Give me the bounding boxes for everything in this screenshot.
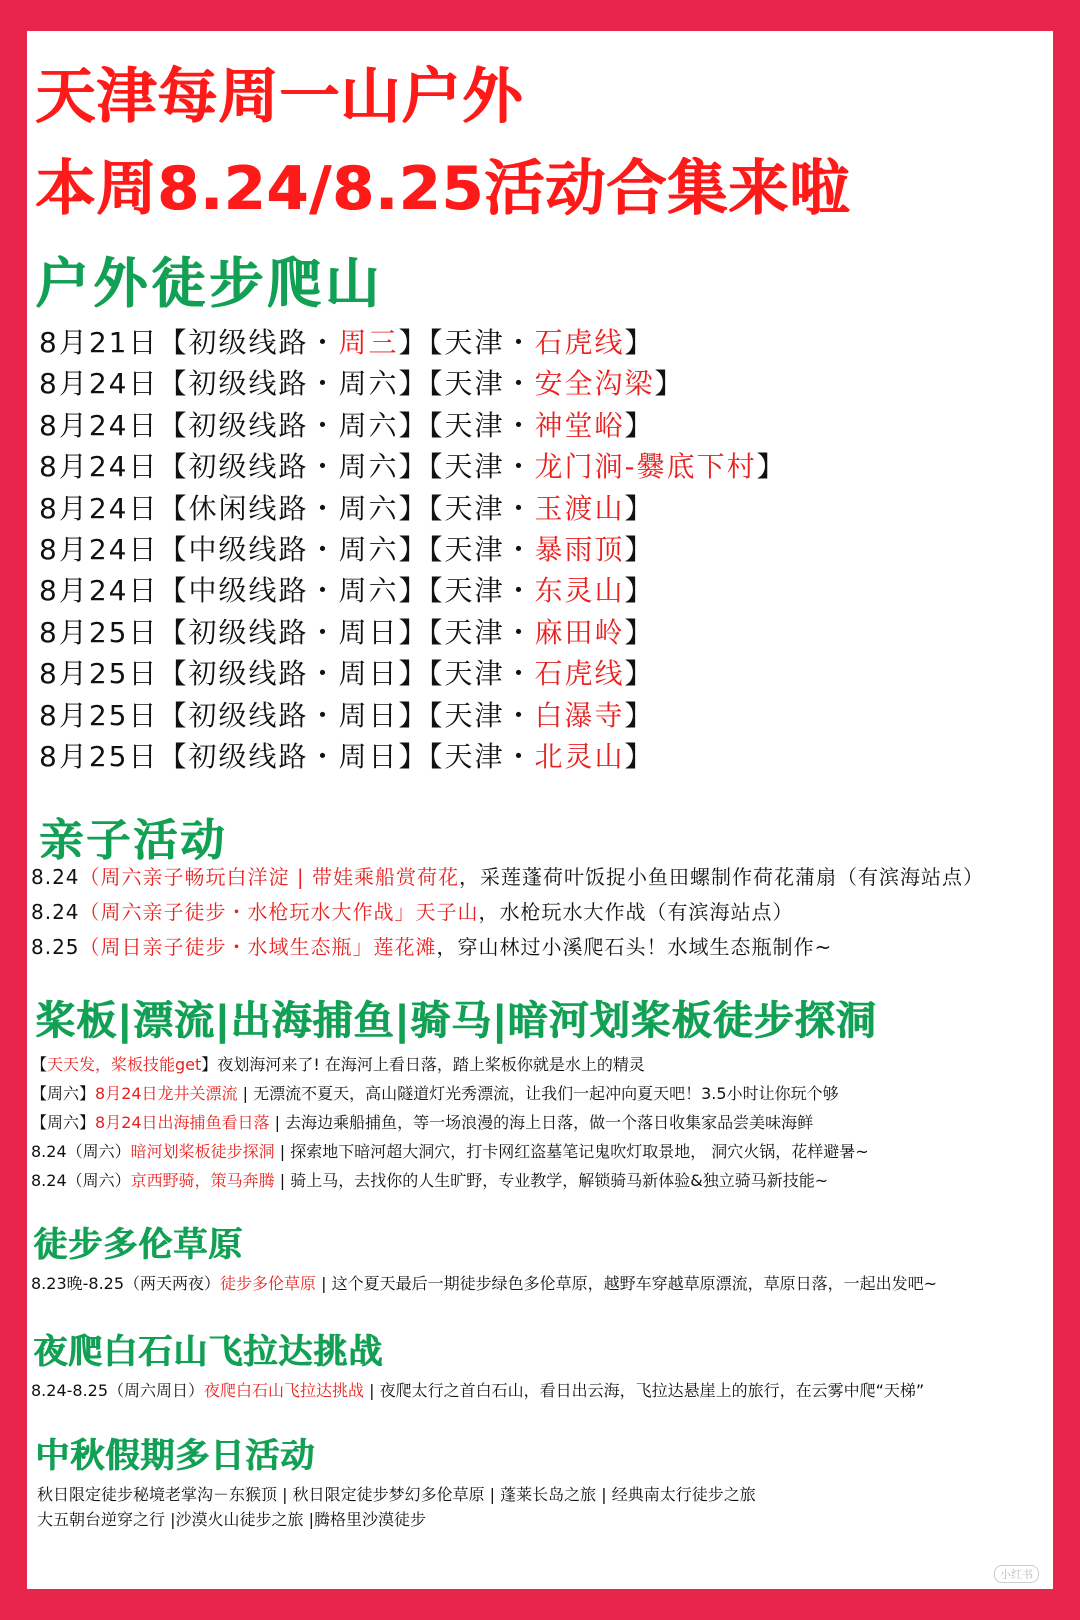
- hiking-date: 8月25日: [39, 657, 159, 691]
- hiking-weekday: 周六: [338, 491, 399, 525]
- water-date: 【周六】: [31, 1084, 96, 1103]
- hiking-bracket: 】: [756, 450, 787, 484]
- water-title: 京西野骑，策马奔腾: [130, 1171, 275, 1190]
- family-title: （周日亲子徒步・水域生态瓶」莲花滩: [79, 935, 437, 959]
- water-title: 天天发，桨板技能get: [47, 1055, 202, 1074]
- hiking-route-level: 【初级线路・: [158, 450, 339, 484]
- hiking-date: 8月24日: [39, 408, 159, 442]
- hiking-destination: 石虎线: [534, 326, 625, 359]
- poster-title-line2: 本周8.24/8.25活动合集来啦: [35, 154, 850, 224]
- hiking-region: 【天津・: [428, 326, 535, 359]
- hiking-route-level: 【中级线路・: [158, 533, 339, 566]
- hiking-row: [39, 321, 655, 361]
- grassland-date: 8.23晚-8.25（两天两夜）: [31, 1274, 221, 1293]
- hiking-bracket: 】: [624, 326, 655, 359]
- hiking-bracket: 】: [624, 657, 655, 691]
- hiking-destination: 白瀑寺: [534, 698, 625, 732]
- hiking-destination: 神堂峪: [534, 408, 625, 442]
- hiking-date: 8月25日: [39, 615, 159, 649]
- hiking-weekday: 周六: [338, 533, 399, 566]
- family-row: [31, 931, 832, 960]
- water-desc: | 探索地下暗河超大洞穴，打卡网红盗墓笔记鬼吹灯取景地， 洞穴火锅，花样避暑~: [274, 1142, 869, 1161]
- family-desc: ，穿山林过小溪爬石头！水域生态瓶制作~: [436, 935, 833, 959]
- hiking-route-level: 【初级线路・: [158, 657, 339, 691]
- hiking-bracket: 】: [654, 367, 685, 401]
- water-row: [31, 1168, 828, 1191]
- watermark-logo: 小红书: [994, 1565, 1039, 1583]
- holiday-line2: 大五朝台逆穿之行 |沙漠火山徒步之旅 |腾格里沙漠徒步: [37, 1510, 426, 1529]
- hiking-weekday: 周日: [338, 740, 399, 773]
- hiking-row: [39, 404, 655, 444]
- water-desc: | 去海边乘船捕鱼，等一场浪漫的海上日落，做一个落日收集家品尝美味海鲜: [269, 1113, 814, 1132]
- hiking-weekday: 周六: [338, 574, 399, 608]
- hiking-row: [39, 487, 655, 527]
- holiday-heading: 中秋假期多日活动: [35, 1436, 315, 1476]
- hiking-date: 8月24日: [39, 533, 159, 566]
- hiking-bracket: 】: [398, 491, 429, 525]
- family-row: [31, 896, 794, 925]
- hiking-bracket: 】: [624, 574, 655, 608]
- hiking-bracket: 】: [624, 615, 655, 649]
- family-title: （周六亲子徒步・水枪玩水大作战」天子山: [79, 900, 479, 924]
- water-bracket: 】: [201, 1055, 218, 1074]
- hiking-bracket: 】: [398, 450, 429, 484]
- hiking-date: 8月24日: [39, 367, 159, 401]
- hiking-date: 8月21日: [39, 326, 159, 359]
- water-date: 【: [31, 1055, 48, 1074]
- hiking-weekday: 周日: [338, 657, 399, 691]
- hiking-route-level: 【初级线路・: [158, 367, 339, 401]
- hiking-bracket: 】: [398, 657, 429, 691]
- water-title: 8月24日出海捕鱼看日落: [95, 1113, 270, 1132]
- night-title: 夜爬白石山飞拉达挑战: [204, 1381, 365, 1400]
- hiking-row: [39, 569, 655, 609]
- water-heading: 桨板|漂流|出海捕鱼|骑马|暗河划桨板徒步探洞: [35, 998, 877, 1044]
- water-row: [31, 1139, 869, 1162]
- hiking-route-level: 【初级线路・: [158, 740, 339, 773]
- hiking-bracket: 】: [398, 533, 429, 566]
- hiking-destination: 安全沟梁: [534, 367, 655, 401]
- water-title: 暗河划桨板徒步探洞: [130, 1142, 275, 1161]
- water-desc: | 骑上马，去找你的人生旷野，专业教学，解锁骑马新体验&独立骑马新技能~: [274, 1171, 829, 1190]
- hiking-weekday: 周六: [338, 450, 399, 484]
- hiking-weekday: 周日: [338, 698, 399, 732]
- hiking-weekday: 周六: [338, 367, 399, 401]
- family-row: [31, 861, 984, 890]
- hiking-bracket: 】: [398, 740, 429, 773]
- hiking-row: [39, 528, 655, 568]
- hiking-region: 【天津・: [428, 615, 535, 649]
- family-date: 8.24: [31, 865, 80, 889]
- hiking-route-level: 【初级线路・: [158, 408, 339, 442]
- family-desc: ，水枪玩水大作战（有滨海站点）: [478, 900, 794, 924]
- hiking-date: 8月24日: [39, 491, 159, 525]
- hiking-row: [39, 694, 655, 734]
- hiking-bracket: 】: [624, 533, 655, 566]
- hiking-row: [39, 735, 655, 775]
- hiking-destination: 东灵山: [534, 574, 625, 608]
- hiking-route-level: 【休闲线路・: [158, 491, 339, 525]
- hiking-destination: 玉渡山: [534, 491, 625, 525]
- hiking-destination: 暴雨顶: [534, 533, 625, 566]
- hiking-bracket: 】: [398, 367, 429, 401]
- hiking-weekday: 周日: [338, 615, 399, 649]
- hiking-route-level: 【初级线路・: [158, 615, 339, 649]
- hiking-heading: 户外徒步爬山: [35, 252, 383, 315]
- hiking-bracket: 】: [624, 491, 655, 525]
- family-title: （周六亲子畅玩白洋淀 | 带娃乘船赏荷花: [79, 865, 459, 889]
- hiking-destination: 石虎线: [534, 657, 625, 691]
- hiking-region: 【天津・: [428, 740, 535, 773]
- hiking-bracket: 】: [624, 740, 655, 773]
- grassland-title: 徒步多伦草原: [220, 1274, 317, 1293]
- hiking-bracket: 】: [398, 698, 429, 732]
- water-date: 8.24（周六）: [31, 1171, 131, 1190]
- poster-card: [27, 31, 1053, 1589]
- water-date: 【周六】: [31, 1113, 96, 1132]
- hiking-date: 8月24日: [39, 450, 159, 484]
- hiking-date: 8月25日: [39, 740, 159, 773]
- family-desc: ，采莲蓬荷叶饭捉小鱼田螺制作荷花蒲扇（有滨海站点）: [458, 865, 984, 889]
- night-desc: | 夜爬太行之首白石山，看日出云海，飞拉达悬崖上的旅行，在云雾中爬“天梯”: [364, 1381, 925, 1400]
- hiking-route-level: 【中级线路・: [158, 574, 339, 608]
- water-row: [31, 1110, 813, 1133]
- hiking-route-level: 【初级线路・: [158, 326, 339, 359]
- hiking-region: 【天津・: [428, 450, 535, 484]
- hiking-row: [39, 652, 655, 692]
- grassland-heading: 徒步多伦草原: [33, 1225, 243, 1265]
- hiking-bracket: 】: [398, 326, 429, 359]
- hiking-route-level: 【初级线路・: [158, 698, 339, 732]
- water-row: [31, 1081, 839, 1104]
- hiking-region: 【天津・: [428, 408, 535, 442]
- hiking-bracket: 】: [398, 615, 429, 649]
- holiday-line1: 秋日限定徒步秘境老掌沟－东猴顶 | 秋日限定徒步梦幻多伦草原 | 蓬莱长岛之旅 | 经典南太行徒步之旅: [37, 1485, 756, 1504]
- hiking-region: 【天津・: [428, 657, 535, 691]
- water-desc: | 无漂流不夏天，高山隧道灯光秀漂流，让我们一起冲向夏天吧！3.5小时让你玩个够: [237, 1084, 839, 1103]
- hiking-region: 【天津・: [428, 574, 535, 608]
- hiking-destination: 北灵山: [534, 740, 625, 773]
- water-date: 8.24（周六）: [31, 1142, 131, 1161]
- hiking-region: 【天津・: [428, 698, 535, 732]
- hiking-region: 【天津・: [428, 367, 535, 401]
- hiking-row: [39, 445, 787, 485]
- hiking-date: 8月24日: [39, 574, 159, 608]
- family-date: 8.24: [31, 900, 80, 924]
- poster-title-line1: 天津每周一山户外: [35, 62, 523, 132]
- night-date: 8.24-8.25（周六周日）: [31, 1381, 205, 1400]
- hiking-region: 【天津・: [428, 491, 535, 525]
- hiking-region: 【天津・: [428, 533, 535, 566]
- hiking-row: [39, 362, 685, 402]
- night-row: [31, 1378, 924, 1401]
- hiking-bracket: 】: [624, 408, 655, 442]
- hiking-row: [39, 611, 655, 651]
- night-heading: 夜爬白石山飞拉达挑战: [33, 1332, 383, 1372]
- hiking-bracket: 】: [398, 574, 429, 608]
- grassland-row: [31, 1271, 937, 1294]
- hiking-date: 8月25日: [39, 698, 159, 732]
- hiking-weekday: 周六: [338, 408, 399, 442]
- hiking-bracket: 】: [624, 698, 655, 732]
- water-row: [31, 1052, 645, 1075]
- hiking-bracket: 】: [398, 408, 429, 442]
- hiking-destination: 龙门涧-爨底下村: [534, 450, 757, 484]
- hiking-destination: 麻田岭: [534, 615, 625, 649]
- hiking-weekday: 周三: [338, 326, 399, 359]
- family-date: 8.25: [31, 935, 80, 959]
- water-desc: 夜划海河来了! 在海河上看日落，踏上桨板你就是水上的精灵: [217, 1055, 645, 1074]
- water-title: 8月24日龙井关漂流: [95, 1084, 238, 1103]
- grassland-desc: | 这个夏天最后一期徒步绿色多伦草原，越野车穿越草原漂流，草原日落，一起出发吧~: [316, 1274, 938, 1293]
- family-heading: 亲子活动: [39, 815, 227, 866]
